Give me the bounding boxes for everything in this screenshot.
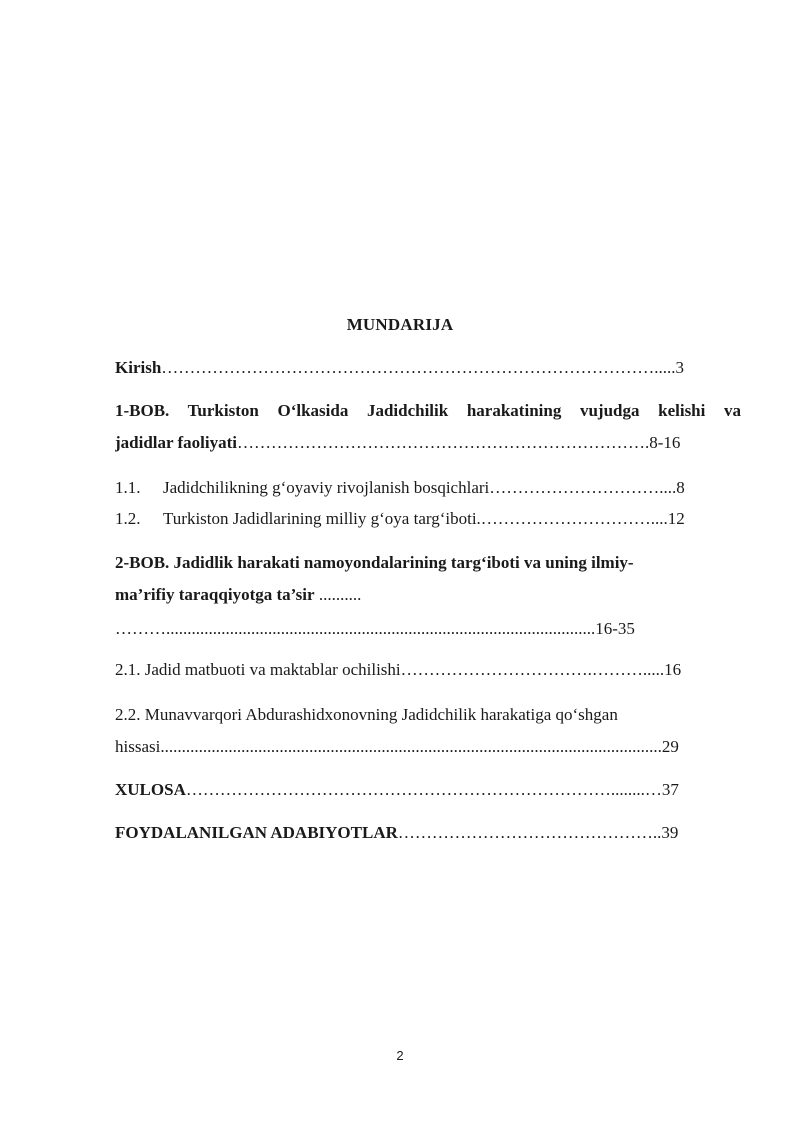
toc-entry-2-2-title: 2.2. Munavvarqori Abdurashidxonovning Jadidchilik harakatiga qo‘shgan (115, 705, 618, 724)
toc-entry-1-2 (115, 509, 741, 529)
toc-chapter-2-title: 2-BOB. Jadidlik harakati namoyondalarining targ‘iboti va uning ilmiy- (115, 553, 634, 572)
toc-entry-label: Turkiston Jadidlarining milliy g‘oya targ‘iboti (163, 509, 477, 528)
toc-entry-2-2-page-line: hissasi......................................................................................................................29 (115, 737, 679, 756)
toc-page-number: 37 (661, 780, 679, 799)
toc-entry-label: ma’rifiy taraqqiyotga ta’sir (115, 585, 315, 604)
toc-leader-dots: .………………………….... (476, 509, 668, 528)
toc-page-number: 3 (675, 358, 685, 377)
toc-leader-dots: .......... (314, 585, 362, 604)
toc-entry-adabiyotlar (115, 823, 741, 843)
toc-section-number: 1.2. (115, 509, 141, 528)
toc-entry-xulosa (115, 780, 741, 800)
toc-chapter-2-page-line: ……….....................................................................................................16-35 (115, 619, 635, 638)
page-number-footer: 2 (396, 1048, 404, 1063)
toc-leader-dots: ……………………………………………………………………………..... (161, 358, 676, 377)
toc-entry-kirish (115, 358, 741, 378)
toc-entry-label: jadidlar faoliyati (115, 433, 237, 452)
toc-entry-label: Jadidchilikning g‘oyaviy rivojlanish bosqichlari (163, 478, 490, 497)
toc-entry-label: 2.1. Jadid matbuoti va maktablar ochilishi (115, 660, 401, 679)
toc-leader-dots: ………………………….... (489, 478, 677, 497)
toc-section-number: 1.1. (115, 478, 141, 497)
toc-page-number: 8-16 (649, 433, 681, 452)
toc-entry-chapter-2 (115, 585, 741, 605)
toc-page-number: 8 (676, 478, 685, 497)
toc-entry-1-1 (115, 478, 741, 498)
toc-leader-dots: ………………………………………………………………. (237, 433, 650, 452)
toc-page-number: 16 (664, 660, 682, 679)
toc-page-number: 12 (667, 509, 685, 528)
toc-leader-dots: …………………………….………..... (400, 660, 665, 679)
toc-entry-label: XULOSA (115, 780, 186, 799)
toc-page-number: 39 (661, 823, 679, 842)
toc-leader-dots: …………………………………………………………………........… (185, 780, 662, 799)
toc-entry-chapter-1 (115, 433, 741, 453)
toc-entry-2-1 (115, 660, 741, 680)
toc-leader-dots: ……………………………………….. (397, 823, 662, 842)
toc-chapter-1-title: 1-BOB. Turkiston O‘lkasida Jadidchilik harakatining vujudga kelishi va (115, 401, 741, 420)
toc-entry-label: FOYDALANILGAN ADABIYOTLAR (115, 823, 398, 842)
toc-entry-label: Kirish (115, 358, 162, 377)
page-title: MUNDARIJA (346, 315, 454, 334)
